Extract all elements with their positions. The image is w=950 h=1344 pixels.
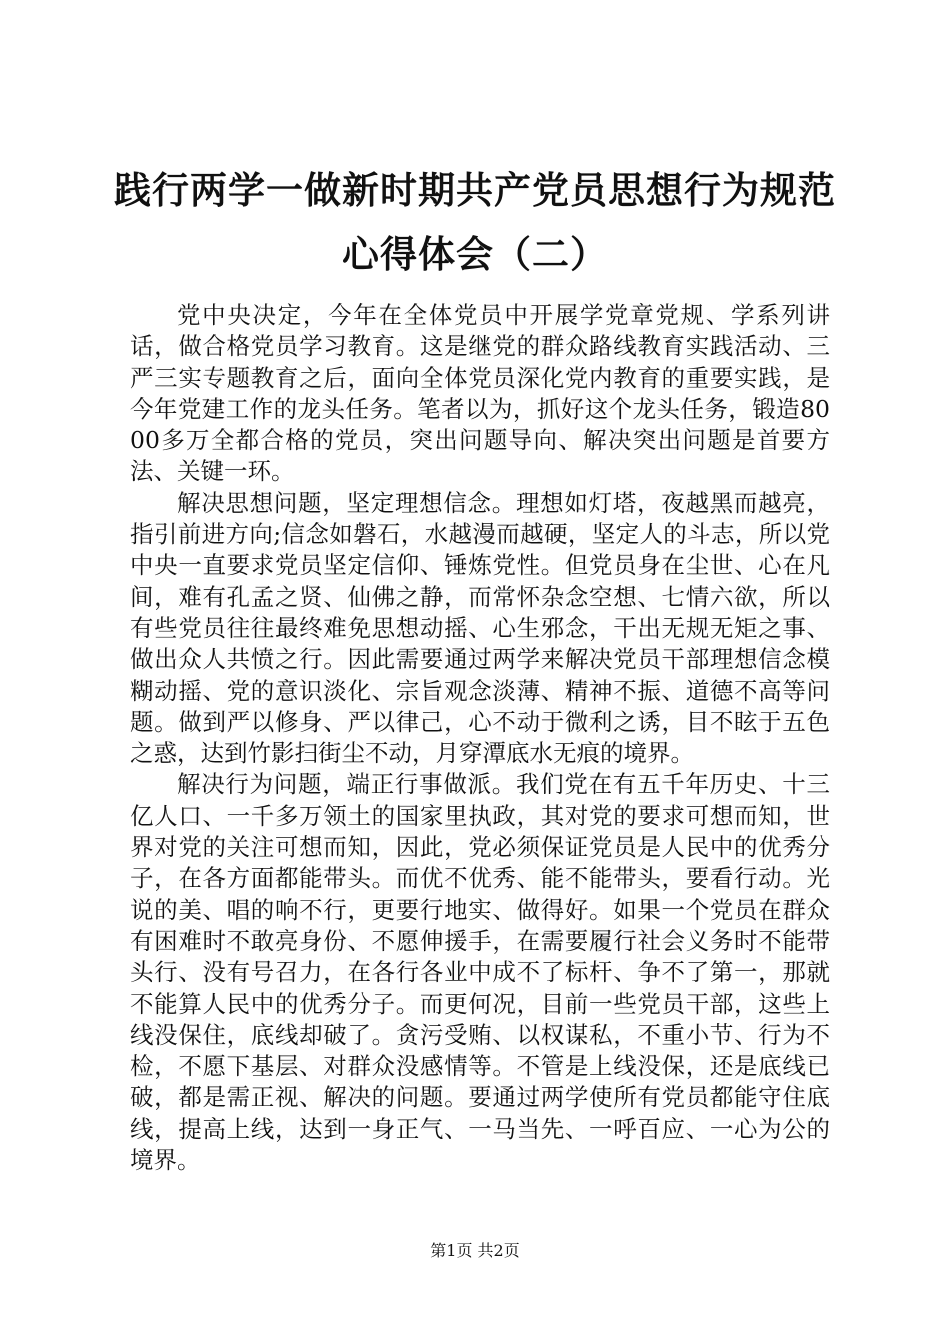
document-body (130, 300, 830, 1176)
page-footer: 第1页 共2页 (430, 1241, 520, 1260)
paragraph-1: 党中央决定，今年在全体党员中开展学党章党规、学系列讲话，做合格党员学习教育。这是继党的群众路线教育实践活动、三严三实专题教育之后，面向全体党员深化党内教育的重要实践，是今年党建工作的龙头任务。笔者以为，抓好这个龙头任务，锻造8000多万全都合格的党员，突出问题导向、解决突出问题是首要方法、关键一环。 (130, 301, 830, 486)
document-title: 践行两学一做新时期共产党员思想行为规范心得体会（二） (114, 168, 836, 276)
paragraph-2: 解决思想问题，坚定理想信念。理想如灯塔，夜越黑而越亮，指引前进方向;信念如磐石，水越漫而越硬，坚定人的斗志，所以党中央一直要求党员坚定信仰、锤炼党性。但党员身在尘世、心在凡间，难有孔孟之贤、仙佛之静，而常怀杂念空想、七情六欲，所以有些党员往往最终难免思想动摇、心生邪念，干出无规无矩之事、做出众人共愤之行。因此需要通过两学来解决党员干部理想信念模糊动摇、党的意识淡化、宗旨观念淡薄、精神不振、道德不高等问题。做到严以修身、严以律己，心不动于微利之诱，目不眩于五色之惑，达到竹影扫街尘不动，月穿潭底水无痕的境界。 (130, 488, 830, 768)
paragraph-3: 解决行为问题，端正行事做派。我们党在有五千年历史、十三亿人口、一千多万领土的国家里执政，其对党的要求可想而知，世界对党的关注可想而知，因此，党必须保证党员是人民中的优秀分子，在各方面都能带头。而优不优秀、能不能带头，要看行动。光说的美、唱的响不行，更要行地实、做得好。如果一个党员在群众有困难时不敢亮身份、不愿伸援手，在需要履行社会义务时不能带头行、没有号召力，在各行各业中成不了标杆、争不了第一，那就不能算人民中的优秀分子。而更何况，目前一些党员干部，这些上线没保住，底线却破了。贪污受贿、以权谋私，不重小节、行为不检，不愿下基层、对群众没感情等。不管是上线没保，还是底线已破，都是需正视、解决的问题。要通过两学使所有党员都能守住底线，提高上线，达到一身正气、一马当先、一呼百应、一心为公的境界。 (130, 770, 830, 1175)
